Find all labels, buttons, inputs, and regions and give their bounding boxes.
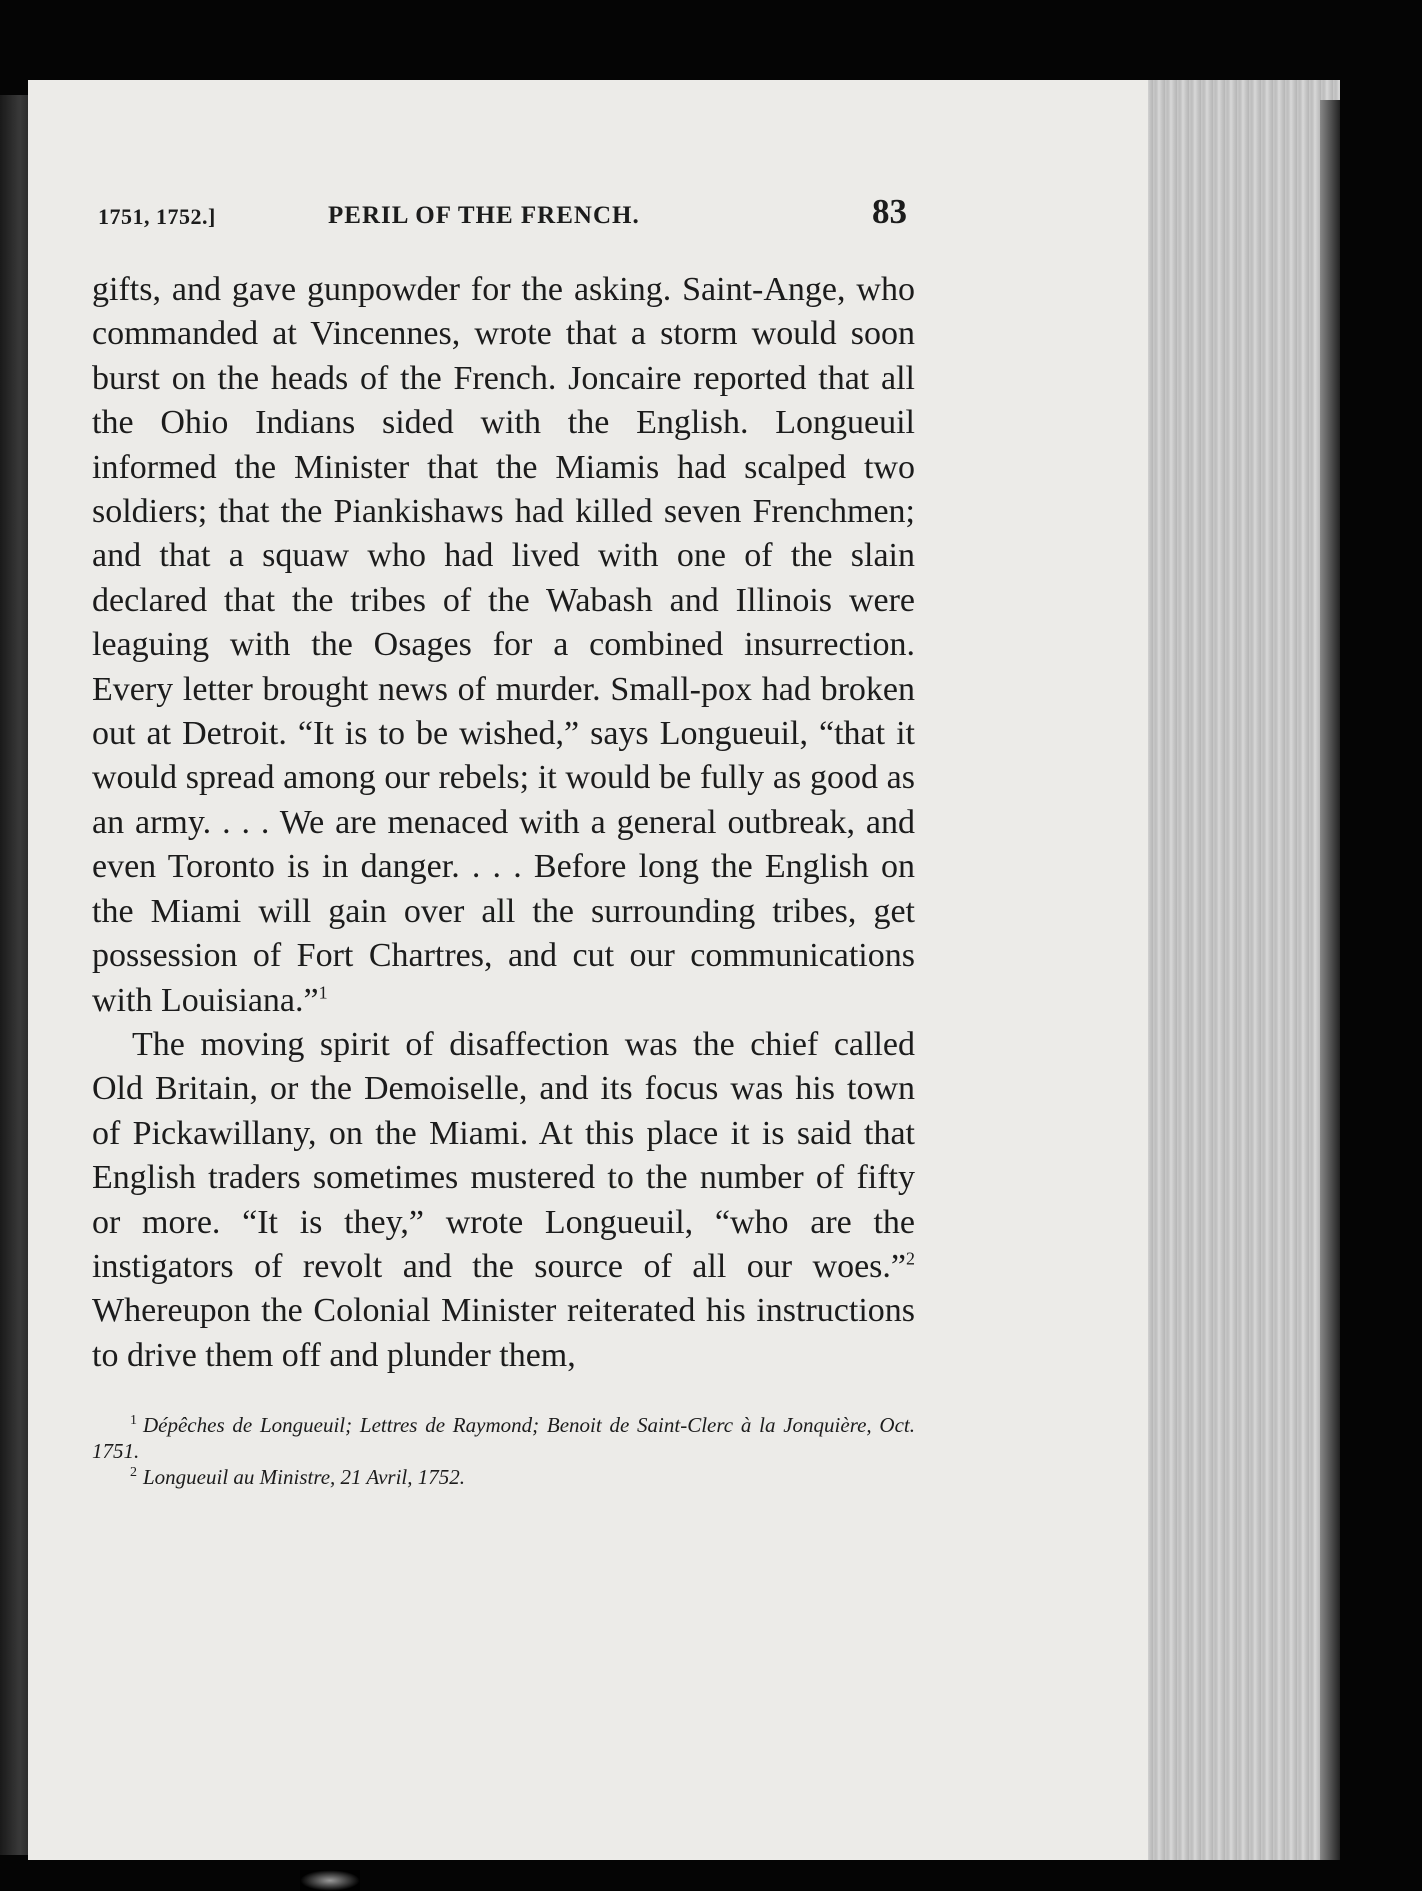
footnote-1 (92, 1412, 915, 1464)
page-number: 83 (872, 192, 907, 231)
page-stack-shadow (1320, 100, 1340, 1860)
footnote-ref-1: 1 (318, 982, 328, 1003)
running-head (92, 190, 915, 238)
footnote-2-text: Longueuil au Ministre, 21 Avril, 1752. (143, 1465, 466, 1490)
footnote-2-mark: 2 (130, 1465, 137, 1481)
footnotes (92, 1412, 915, 1490)
paragraph-1 (92, 268, 915, 1023)
footnote-1-mark: 1 (130, 1413, 137, 1429)
scan-smudge (300, 1870, 360, 1891)
footnote-2 (92, 1464, 915, 1490)
footnote-ref-2: 2 (906, 1248, 915, 1269)
paragraph-2-text: The moving spirit of disaffection was the chief called Old Britain, or the Demoiselle, and its focus was his town of Pickawillany, on the Miami. At this place it is said that English traders sometimes mustered to the number of fifty or more. “It is they,” wrote Longueuil, “who are the instigators of revolt and the source of all our woes.” (92, 1025, 915, 1285)
paragraph-1-text: gifts, and gave gunpowder for the asking. Saint-Ange, who commanded at Vincennes, wrote that a storm would soon burst on the heads of the French. Joncaire reported that all the Ohio Indians sided with the English. Longueuil informed the Minister that the Miamis had scalped two soldiers; that the Piankishaws had killed seven Frenchmen; and that a squaw who had lived with one of the slain declared that the tribes of the Wabash and Illinois were leaguing with the Osages for a combined insurrection. Every letter brought news of murder. Small-pox had broken out at Detroit. “It is to be wished,” says Longueuil, “that it would spread among our rebels; it would be fully as good as an army. . . . We are menaced with a general outbreak, and even Toronto is in danger. . . . Before long the English on the Miami will gain over all the surrounding tribes, get possession of Fort Chartres, and cut our communications with Louisiana.” (92, 271, 915, 1019)
paragraph-2-continuation: Whereupon the Colonial Minister reiterated his instructions to drive them off and plunder them, (92, 1292, 915, 1374)
running-head-years: 1751, 1752.] (98, 204, 216, 229)
paragraph-2 (92, 1023, 915, 1378)
footnote-1-text: Dépêches de Longueuil; Lettres de Raymond; Benoit de Saint-Clerc à la Jonquière, Oct. 1751. (92, 1413, 915, 1464)
page-text-block (92, 190, 915, 1490)
body-text (92, 268, 915, 1378)
running-head-title: PERIL OF THE FRENCH. (328, 202, 640, 229)
